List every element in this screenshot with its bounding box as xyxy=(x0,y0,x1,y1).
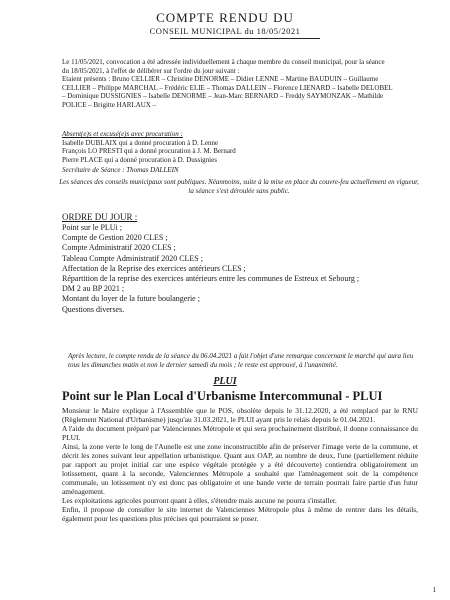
agenda xyxy=(62,212,420,315)
secretary-line: Secrétaire de Séance : Thomas DALLEIN xyxy=(62,166,179,174)
document-title: COMPTE RENDU DU xyxy=(156,10,294,25)
intro-line: CELLIER – Philippe MARCHAL – Frédéric ELIE – Thomas DALLEIN – Florence LIENARD – Isabelle DELOBEL xyxy=(62,83,393,92)
agenda-item: Tableau Compte Administratif 2020 CLES ; xyxy=(62,253,203,263)
agenda-item: Point sur le PLUi ; xyxy=(62,223,123,232)
absent-list xyxy=(62,130,418,164)
section-heading: Point sur le Plan Local d'Urbanisme Intercommunal - PLUI xyxy=(62,389,383,403)
convocation-paragraph xyxy=(62,58,418,110)
approval-note: Après lecture, le compte rendu de la séance du 06.04.2021 a fait l'objet d'une remarque concernant le marché qui aura lieu tous les dimanches matin et non le dernier samedi du mois ; le reste est approuvé, à l'unanimité. xyxy=(68,352,414,369)
agenda-item: Compte Administratif 2020 CLES ; xyxy=(62,243,176,253)
absent-line: François LO PRESTI qui a donné procuration à J. M. Bernard xyxy=(62,147,236,156)
body-paragraph: Enfin, il propose de consulter le site internet de Valenciennes Métropole plus à même de rentrer dans les détails, également pour les questions plus précises qui pourraient se poser. xyxy=(62,505,418,523)
section-body xyxy=(62,406,418,523)
agenda-title: ORDRE DU JOUR : xyxy=(62,212,138,222)
intro-line: du 18/05/2021, à l'effet de délibérer sur l'ordre du jour suivant : xyxy=(62,66,240,75)
agenda-item: Compte de Gestion 2020 CLES ; xyxy=(62,233,168,243)
intro-line: – Dominique DUSSIGNIES – Isabelle DENORME – Jean-Marc BERNARD – Freddy SAYMONZAK – Mathilde xyxy=(62,92,384,101)
agenda-item: Questions diverses. xyxy=(62,304,125,314)
page-number: 1 xyxy=(432,586,436,594)
section-label: PLUI xyxy=(213,376,237,387)
body-paragraph: Monsieur le Maire explique à l'Assemblée que le POS, obsolète depuis le 31.12.2020, a été remplacé par le RNU (Règlement National d'Urbanisme) jusqu'au 31.03.2021, le PLUI ayant pris le relais depuis le 01.04.2021. xyxy=(62,406,418,424)
body-paragraph: A l'aide du document préparé par Valenciennes Métropole et qui sera prochainement distribué, il donne connaissance du PLUI. xyxy=(62,424,418,442)
absent-heading: Absent(e)s et excusé(e)s avec procuration : xyxy=(62,130,183,138)
agenda-item: Montant du loyer de la future boulangerie ; xyxy=(62,294,200,304)
agenda-item: Répartition de la reprise des exercices antérieurs entre les communes de Estreux et Sebourg ; xyxy=(62,274,360,284)
intro-line: Le 11/05/2021, convocation a été adressée individuellement à chaque membre du conseil municipal, pour la séance xyxy=(62,58,385,66)
document-subtitle: CONSEIL MUNICIPAL du 18/05/2021 xyxy=(149,26,301,36)
absent-line: Pierre PLACE qui a donné procuration à D. Dussignies xyxy=(62,155,217,164)
body-paragraph: Les exploitations agricoles pourront quant à elles, s'étendre mais aucune ne pourra s'installer. xyxy=(62,496,337,505)
public-notice: Les séances des conseils municipaux sont publiques. Néanmoins, suite à la mise en place du couvre-feu actuellement en vigueur, la séance s'est déroulée sans public. xyxy=(59,178,419,195)
absent-line: Isabelle DUBLAIX qui a donné procuration à D. Lenne xyxy=(62,138,219,147)
agenda-item: DM 2 au BP 2021 ; xyxy=(62,284,125,294)
body-paragraph: Ainsi, la zone verte le long de l'Aunelle est une zone inconstructible afin de préserver l'image verte de la commune, et décrit les zones suivant leur appellation urbanistique. Quant aux OAP, au nombre de deux, l'une (partiellement réduite par rapport au projet initial car une espèce végétale protégée y a été découverte) contiendra obligatoirement un lotissement, quant à la seconde, Valenciennes Métropole a souhaité que l'aménagement soit de la compétence communale, un lotissement n'y est donc pas obligatoire et une bande verte de terrain pourrait faire partie d'un futur aménagement. xyxy=(62,442,418,496)
subtitle-underline xyxy=(170,38,320,39)
agenda-item: Affectation de la Reprise des exercices antérieurs CLES ; xyxy=(62,263,246,273)
intro-line: POLICE – Brigitte HARLAUX – xyxy=(62,100,157,109)
intro-line: Etaient présents : Bruno CELLIER – Christine DENORME – Didier LENNE – Martine BAUDUIN – Guillaume xyxy=(62,75,379,84)
